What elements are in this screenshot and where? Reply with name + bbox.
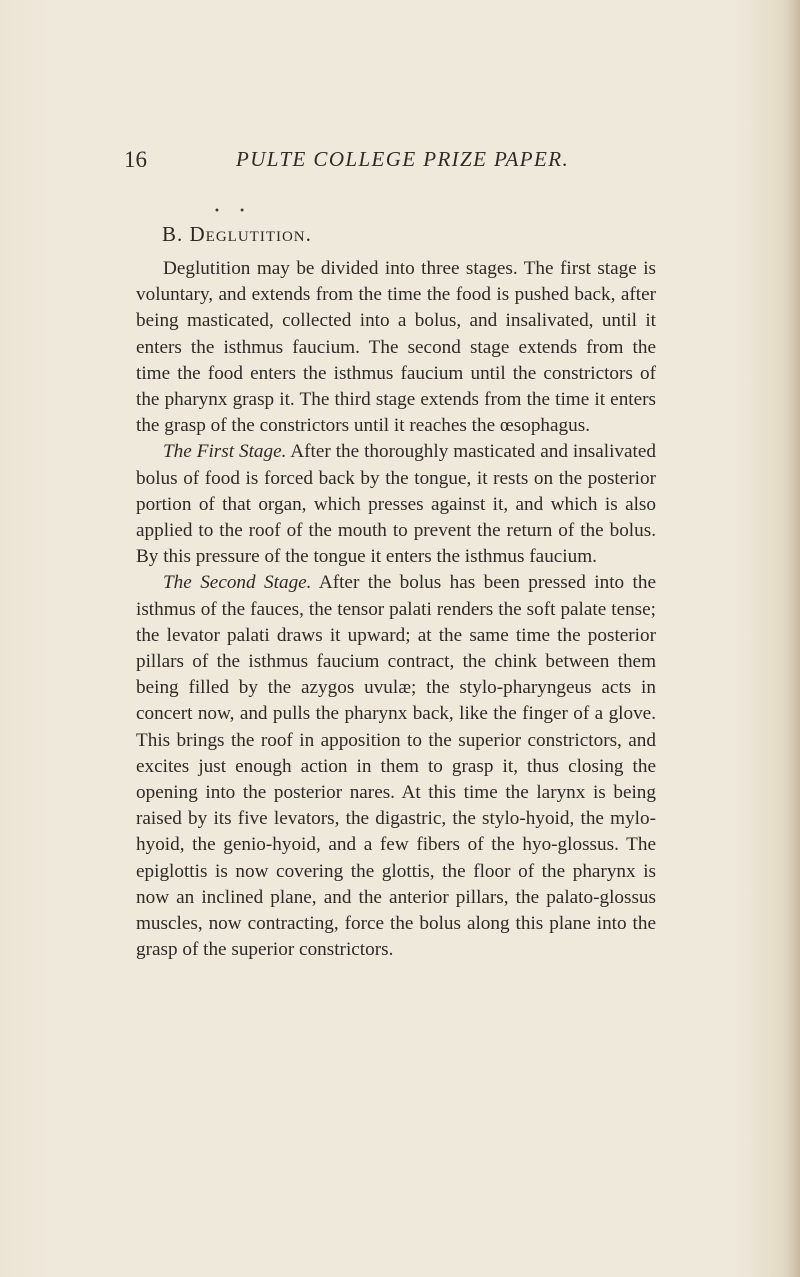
running-head: PULTE COLLEGE PRIZE PAPER. <box>236 147 570 171</box>
paragraph-second-stage <box>136 570 656 963</box>
paragraph-text: Deglutition may be divided into three stages. The first stage is voluntary, and extends from the time the food is pushed back, after being masticated, collected into a bolus, and insalivated, until it enters the isthmus faucium. The second stage extends from the time the food enters the isthmus faucium until the constrictors of the pharynx grasp it. The third stage extends from the time it enters the grasp of the constrictors until it reaches the œsophagus. <box>136 258 656 437</box>
paragraph-lead: The First Stage. <box>163 441 287 463</box>
paragraph-text: After the bolus has been pressed into the isthmus of the fauces, the tensor palati renders the soft palate tense; the levator palati draws it upward; at the same time the posterior pillars of the isthmus faucium contract, the chink between them being filled by the azygos uvulæ; the stylo-pharyngeus acts in concert now, and pulls the pharynx back, like the finger of a glove. This brings the roof in apposition to the superior constrictors, and excites just enough action in them to grasp it, thus closing the opening into the posterior nares. At this time the larynx is being raised by its five levators, the digastric, the stylo-hyoid, the mylo-hyoid, the genio-hyoid, and a few fibers of the hyo-glossus. The epiglottis is now covering the glottis, the floor of the pharynx is now an inclined plane, and the anterior pillars, the palato-glossus muscles, now contracting, force the bolus along this plane into the grasp of the superior constrictors. <box>136 572 656 961</box>
paragraph-intro <box>136 256 656 439</box>
page-header <box>124 147 664 183</box>
paragraph-lead: The Second Stage. <box>163 572 312 594</box>
printer-dots: • • <box>214 206 253 217</box>
page-number: 16 <box>124 147 147 172</box>
paragraph-text: After the thoroughly masticated and insalivated bolus of food is forced back by the tongue, it rests on the posterior portion of that organ, which presses against it, and which is also applied to the roof of the mouth to prevent the return of the bolus. By this pressure of the tongue it enters the isthmus faucium. <box>136 441 656 568</box>
page-edge-shadow <box>786 0 800 1277</box>
paragraph-first-stage <box>136 439 656 570</box>
body-text <box>136 256 656 963</box>
section-heading: B. Deglutition. <box>162 222 312 246</box>
